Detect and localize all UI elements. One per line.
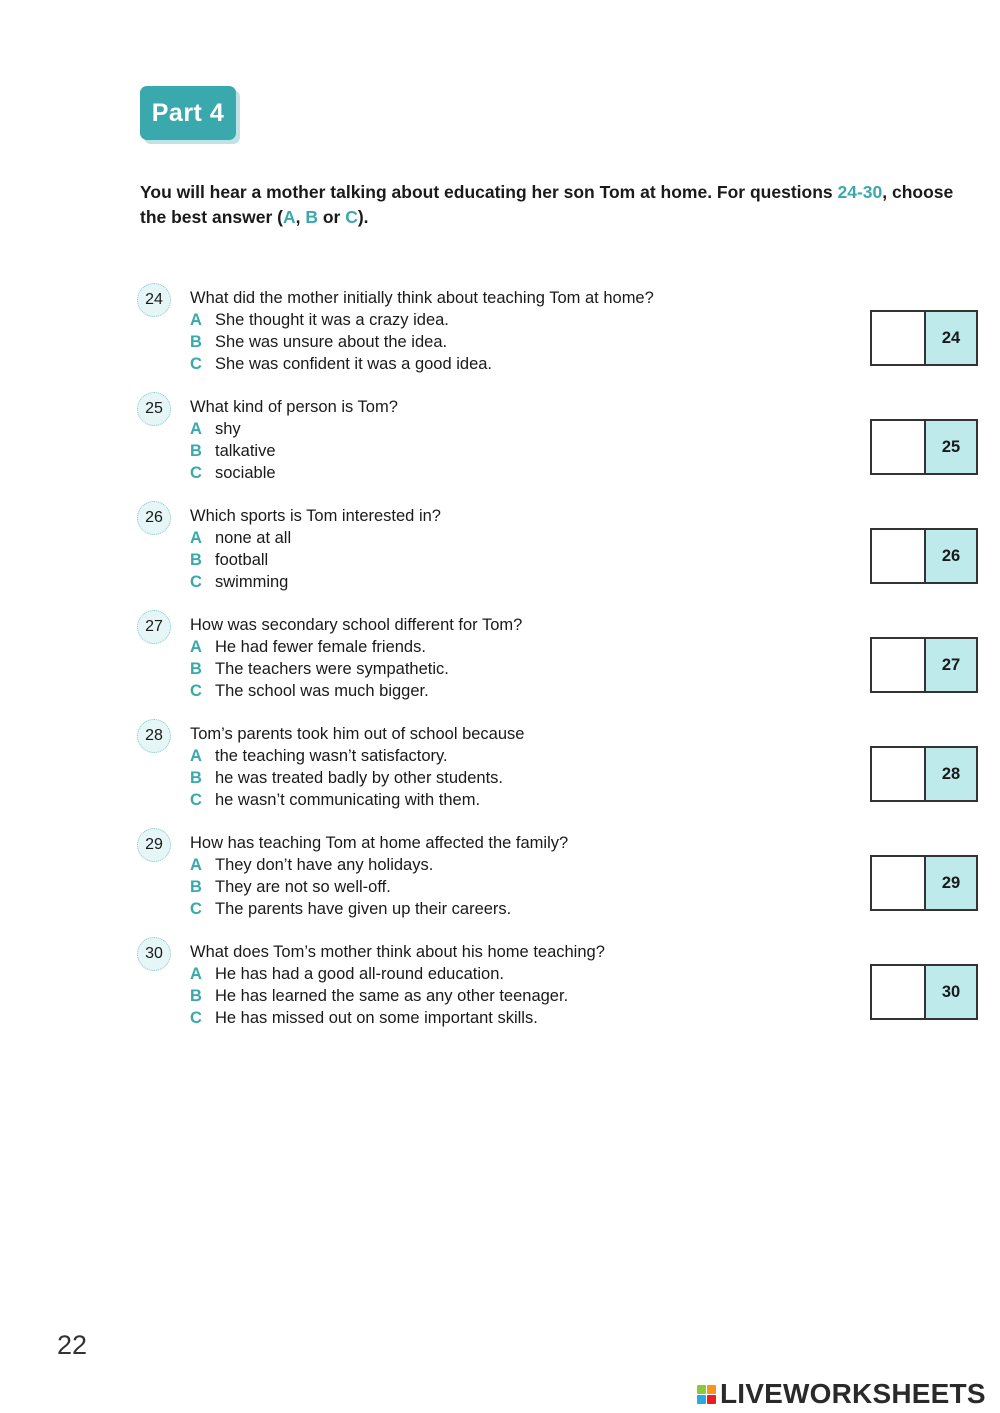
options-list xyxy=(190,309,492,375)
option-a xyxy=(190,854,511,876)
option-c xyxy=(190,462,276,484)
option-letter: A xyxy=(190,420,202,438)
option-text: swimming xyxy=(215,573,289,591)
option-letter: B xyxy=(190,660,202,678)
option-text: talkative xyxy=(215,442,276,460)
question-number: 26 xyxy=(137,501,171,535)
options-list xyxy=(190,963,568,1029)
question-number: 29 xyxy=(137,828,171,862)
option-c xyxy=(190,680,449,702)
option-letter: B xyxy=(190,878,202,896)
logo-square xyxy=(697,1395,706,1404)
option-letter: A xyxy=(190,747,202,765)
page-number: 22 xyxy=(57,1330,88,1360)
answer-box xyxy=(870,746,978,802)
option-ref-a: A xyxy=(282,207,296,227)
answer-input[interactable] xyxy=(872,857,926,909)
instructions xyxy=(140,180,980,230)
option-text: The teachers were sympathetic. xyxy=(215,660,449,678)
option-c xyxy=(190,571,291,593)
option-letter: B xyxy=(190,551,202,569)
option-b xyxy=(190,985,568,1007)
question-number: 30 xyxy=(137,937,171,971)
option-letter: C xyxy=(190,573,202,591)
question-24 xyxy=(137,283,987,378)
option-text: shy xyxy=(215,420,241,438)
option-letter: B xyxy=(190,987,202,1005)
option-letter: A xyxy=(190,311,202,329)
options-list xyxy=(190,745,503,811)
options-list xyxy=(190,636,449,702)
question-number: 27 xyxy=(137,610,171,644)
answer-input[interactable] xyxy=(872,421,926,473)
answer-box xyxy=(870,419,978,475)
option-letter: A xyxy=(190,965,202,983)
option-b xyxy=(190,876,511,898)
option-b xyxy=(190,767,503,789)
answer-box-label: 30 xyxy=(926,966,976,1018)
answer-box xyxy=(870,528,978,584)
options-list xyxy=(190,418,276,484)
option-letter: A xyxy=(190,856,202,874)
option-ref-b: B xyxy=(305,207,318,227)
instructions-text: , choose the best answer ( xyxy=(140,182,954,227)
option-letter: B xyxy=(190,333,202,351)
instructions-text: or xyxy=(317,207,346,227)
option-a xyxy=(190,527,291,549)
option-text: he was treated badly by other students. xyxy=(215,769,504,787)
option-text: She thought it was a crazy idea. xyxy=(215,311,449,329)
question-stem: How was secondary school different for Tom? xyxy=(190,616,523,634)
answer-box xyxy=(870,310,978,366)
liveworksheets-logo[interactable] xyxy=(697,1376,986,1412)
option-text: She was confident it was a good idea. xyxy=(215,355,493,373)
answer-box-label: 26 xyxy=(926,530,976,582)
option-letter: A xyxy=(190,529,202,547)
brand-name: LIVEWORKSHEETS xyxy=(720,1378,986,1409)
question-stem: What kind of person is Tom? xyxy=(190,398,398,416)
option-text: The parents have given up their careers. xyxy=(215,900,512,918)
option-text: none at all xyxy=(215,529,292,547)
option-text: sociable xyxy=(215,464,276,482)
option-letter: C xyxy=(190,464,202,482)
question-26 xyxy=(137,501,987,596)
liveworksheets-logo-icon xyxy=(697,1385,716,1404)
option-text: They don’t have any holidays. xyxy=(215,856,434,874)
options-list xyxy=(190,527,291,593)
option-letter: A xyxy=(190,638,202,656)
option-text: He has had a good all-round education. xyxy=(215,965,504,983)
instructions-text: You will hear a mother talking about educating her son Tom at home. For questions xyxy=(140,182,838,202)
option-a xyxy=(190,636,449,658)
option-a xyxy=(190,745,503,767)
options-list xyxy=(190,854,511,920)
option-a xyxy=(190,418,276,440)
answer-box-label: 25 xyxy=(926,421,976,473)
option-text: He has learned the same as any other teenager. xyxy=(215,987,569,1005)
logo-square xyxy=(707,1385,716,1394)
answer-input[interactable] xyxy=(872,748,926,800)
option-text: She was unsure about the idea. xyxy=(215,333,448,351)
question-number: 28 xyxy=(137,719,171,753)
answer-box-label: 28 xyxy=(926,748,976,800)
option-letter: C xyxy=(190,791,202,809)
option-b xyxy=(190,440,276,462)
option-letter: C xyxy=(190,900,202,918)
option-text: They are not so well-off. xyxy=(215,878,391,896)
option-c xyxy=(190,898,511,920)
answer-input[interactable] xyxy=(872,530,926,582)
instructions-text: ). xyxy=(357,207,369,227)
question-number: 25 xyxy=(137,392,171,426)
question-29 xyxy=(137,828,987,923)
option-letter: B xyxy=(190,442,202,460)
question-stem: What did the mother initially think about teaching Tom at home? xyxy=(190,289,654,307)
option-b xyxy=(190,658,449,680)
question-number: 24 xyxy=(137,283,171,317)
option-text: He has missed out on some important skills. xyxy=(215,1009,538,1027)
option-text: The school was much bigger. xyxy=(215,682,429,700)
question-range: 24-30 xyxy=(837,182,883,202)
option-letter: B xyxy=(190,769,202,787)
question-30 xyxy=(137,937,987,1032)
option-text: He had fewer female friends. xyxy=(215,638,426,656)
option-b xyxy=(190,331,492,353)
question-28 xyxy=(137,719,987,814)
question-27 xyxy=(137,610,987,705)
option-c xyxy=(190,1007,568,1029)
answer-input[interactable] xyxy=(872,312,926,364)
option-letter: C xyxy=(190,682,202,700)
part-badge: Part 4 xyxy=(140,86,236,140)
answer-box xyxy=(870,964,978,1020)
option-a xyxy=(190,963,568,985)
option-text: the teaching wasn’t satisfactory. xyxy=(215,747,448,765)
logo-square xyxy=(697,1385,706,1394)
answer-box-label: 24 xyxy=(926,312,976,364)
question-stem: Tom’s parents took him out of school because xyxy=(190,725,525,743)
question-stem: What does Tom’s mother think about his home teaching? xyxy=(190,943,605,961)
instructions-text: , xyxy=(295,207,306,227)
logo-square xyxy=(707,1395,716,1404)
option-a xyxy=(190,309,492,331)
answer-box xyxy=(870,637,978,693)
answer-input[interactable] xyxy=(872,639,926,691)
option-c xyxy=(190,353,492,375)
option-text: he wasn’t communicating with them. xyxy=(215,791,481,809)
question-stem: How has teaching Tom at home affected the family? xyxy=(190,834,569,852)
answer-box-label: 29 xyxy=(926,857,976,909)
answer-box-label: 27 xyxy=(926,639,976,691)
option-letter: C xyxy=(190,1009,202,1027)
option-text: football xyxy=(215,551,269,569)
question-stem: Which sports is Tom interested in? xyxy=(190,507,441,525)
question-25 xyxy=(137,392,987,487)
option-ref-c: C xyxy=(345,207,358,227)
option-c xyxy=(190,789,503,811)
option-b xyxy=(190,549,291,571)
answer-input[interactable] xyxy=(872,966,926,1018)
option-letter: C xyxy=(190,355,202,373)
answer-box xyxy=(870,855,978,911)
